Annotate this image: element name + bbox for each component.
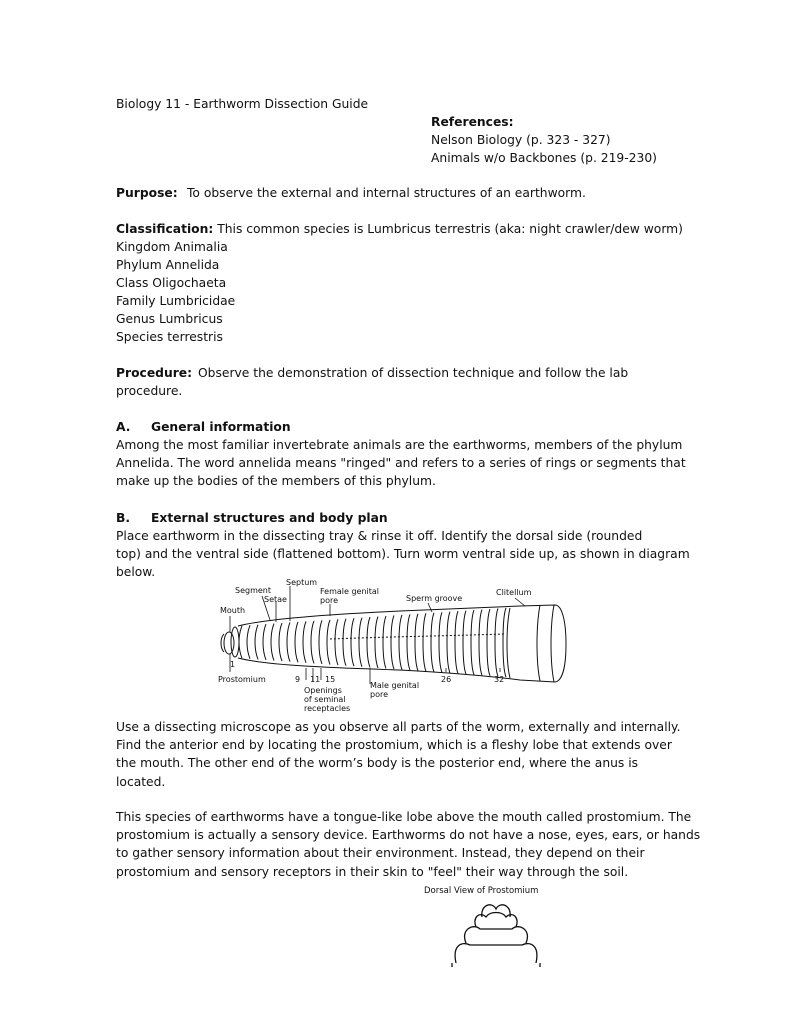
body-segment-ring (439, 612, 442, 672)
body-segment-ring (375, 617, 378, 668)
body-segment-ring (287, 622, 290, 661)
body-segment-ring (327, 620, 330, 665)
document-title: Biology 11 - Earthworm Dissection Guide (116, 97, 369, 111)
body-segment-ring (255, 625, 258, 660)
prostomium-drawing (452, 905, 540, 967)
purpose-label: Purpose: (116, 186, 178, 200)
segment-label: Segment (235, 586, 271, 595)
body-segment-ring (367, 617, 370, 667)
paragraph-line: the mouth. The other end of the worm’s body is the posterior end, where the anus is (116, 756, 639, 771)
taxon-species: Species terrestris (116, 330, 223, 344)
taxon-genus: Genus Lumbricus (116, 312, 223, 326)
section-b-heading: External structures and body plan (151, 511, 388, 525)
body-segment-ring (495, 608, 498, 676)
section-b-letter: B. (116, 511, 131, 525)
body-segment-ring (303, 621, 306, 662)
segment-number-26: 26 (441, 675, 452, 684)
classification-label: Classification: (116, 222, 214, 236)
body-segment-ring (399, 615, 402, 670)
paragraph-line: located. (116, 774, 166, 789)
paragraph-line: to gather sensory information about their environment. Instead, they depend on their (116, 846, 645, 861)
prostomium-caption: Dorsal View of Prostomium (424, 886, 539, 896)
openings-label-2: of seminal (304, 695, 346, 704)
body-segment-ring (407, 614, 410, 670)
clitellum-label: Clitellum (496, 588, 532, 597)
worm-body (221, 605, 566, 682)
body-segment-ring (463, 611, 466, 675)
body-segment-ring (471, 610, 474, 675)
taxon-kingdom: Kingdom Animalia (116, 240, 228, 254)
body-segment-ring (455, 611, 458, 673)
references-label: References: (431, 115, 514, 129)
body-segment-ring (423, 613, 426, 671)
section-b-line: top) and the ventral side (flattened bottom). Turn worm ventral side up, as shown in diagram (116, 547, 690, 562)
classification-line (116, 220, 683, 238)
openings-label: Openings (304, 686, 342, 695)
body-segment-ring (343, 619, 346, 666)
procedure-label: Procedure: (116, 366, 193, 380)
body-segment-ring (479, 610, 482, 676)
body-segment-ring (335, 619, 338, 665)
female-pore-label-2: pore (320, 596, 339, 605)
taxon-family: Family Lumbricidae (116, 294, 236, 308)
body-segment-ring (279, 623, 282, 661)
section-a-heading: General information (151, 420, 291, 434)
paragraph-line: Find the anterior end by locating the prostomium, which is a fleshy lobe that extends over (116, 738, 672, 753)
female-pore-label: Female genital (320, 587, 380, 596)
mouth-label: Mouth (220, 606, 246, 615)
section-a-line: make up the bodies of the members of this phylum. (116, 474, 436, 489)
section-a-line: Annelida. The word annelida means "ringed" and refers to a series of rings or segments that (116, 456, 686, 471)
male-pore-label-2: pore (370, 690, 389, 699)
body-segment-ring (319, 620, 322, 664)
paragraph-line: prostomium and sensory receptors in their skin to "feel" their way through the soil. (116, 864, 629, 879)
microscope-paragraph (116, 718, 681, 791)
male-pore-label: Male genital (370, 681, 420, 690)
reference-2: Animals w/o Backbones (p. 219-230) (431, 151, 657, 165)
body-segment-ring (383, 616, 386, 668)
body-segment-ring (503, 608, 506, 677)
section-b-line: Place earthworm in the dissecting tray & rinse it off. Identify the dorsal side (rounded (116, 529, 643, 543)
body-segment-ring (239, 626, 242, 659)
paragraph-line: prostomium is actually a sensory device. Earthworms do not have a nose, eyes, ears, or hands (116, 828, 701, 843)
openings-label-3: receptacles (304, 704, 351, 713)
segment-number-32: 32 (494, 675, 505, 684)
body-segment-ring (247, 625, 250, 659)
section-a-line: Among the most familiar invertebrate animals are the earthworms, members of the phylum (116, 438, 683, 452)
section-a-body (116, 436, 686, 491)
paragraph-line: This species of earthworms have a tongue-like lobe above the mouth called prostomium. The (116, 810, 692, 824)
segment-number-1: 1 (230, 660, 236, 669)
setae-label: Setae (264, 595, 287, 604)
classification-text: This common species is Lumbricus terrestris (aka: night crawler/dew worm) (217, 222, 683, 236)
taxon-phylum: Phylum Annelida (116, 258, 220, 272)
earthworm-diagram (210, 576, 580, 721)
prostomium-paragraph (116, 808, 701, 881)
segment-number-9: 9 (295, 675, 301, 684)
body-segment-ring (311, 621, 314, 664)
section-b-body (116, 527, 690, 582)
section-a-letter: A. (116, 420, 131, 434)
segment-number-11: 11 (310, 675, 321, 684)
segment-number-15: 15 (325, 675, 336, 684)
body-segment-ring (263, 624, 266, 660)
body-segment-ring (415, 614, 418, 671)
body-segment-ring (271, 624, 274, 661)
prostomium-label: Prostomium (218, 675, 266, 684)
body-segment-ring (359, 618, 362, 667)
paragraph-line: Use a dissecting microscope as you observe all parts of the worm, externally and internally. (116, 720, 681, 734)
reference-1: Nelson Biology (p. 323 - 327) (431, 133, 611, 147)
purpose-text: To observe the external and internal structures of an earthworm. (187, 186, 586, 200)
body-segment-ring (447, 612, 450, 673)
section-b-line: below. (116, 565, 156, 580)
sperm-groove-label: Sperm groove (406, 594, 463, 603)
procedure-text-cont: procedure. (116, 384, 183, 398)
body-segment-ring (431, 613, 434, 672)
procedure-text: Observe the demonstration of dissection technique and follow the lab (198, 366, 629, 380)
body-segment-ring (295, 622, 298, 662)
body-segment-ring (487, 609, 490, 676)
taxon-class: Class Oligochaeta (116, 276, 227, 290)
body-segment-ring (391, 615, 394, 669)
septum-label: Septum (286, 578, 318, 587)
prostomium-diagram (420, 883, 580, 1024)
body-segment-ring (351, 618, 354, 666)
